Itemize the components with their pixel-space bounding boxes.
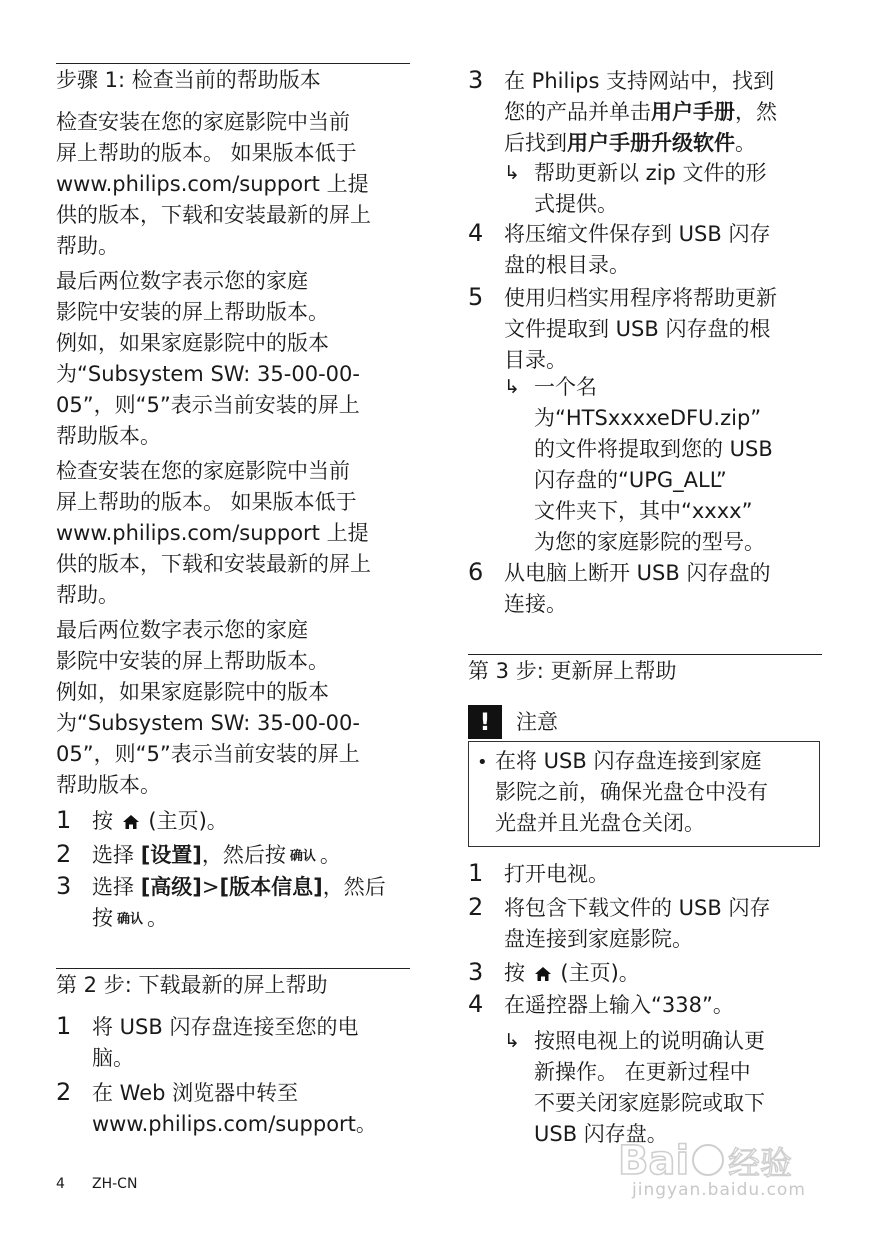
page-number: 4 — [56, 1176, 65, 1192]
section-heading-step3: 第 3 步: 更新屏上帮助 — [468, 654, 822, 685]
svg-text:Bai: Bai — [618, 1138, 690, 1184]
paragraph-check-version-2: 检查安装在您的家庭影院中当前 屏上帮助的版本。 如果版本低于 www.philips.com/support 上提 供的版本，下载和安装最新的屏上 帮助。 — [56, 459, 371, 607]
note-title: 注意 — [516, 710, 558, 734]
section-heading-step1: 步骤 1: 检查当前的帮助版本 — [56, 63, 410, 94]
result-arrow-icon: ↳ — [504, 376, 520, 398]
result-arrow-icon: ↳ — [504, 1030, 520, 1052]
manual-page: 步骤 1: 检查当前的帮助版本 检查安装在您的家庭影院中当前 屏上帮助的版本。 如果版本低于 www.philips.com/support 上提 供的版本，下载和安装最新的屏上 帮助。 最后两位数字表示您的家庭 影院中安装的屏上帮助版本。 例如，如果家庭影院中的版本 为“Subsystem SW: 35-00-00- 05”，则“5”表示当前安装的屏上 帮助版本。 检查安装在您的家庭影院中当前 屏上帮助的版本。 如果版本低于 www.philips.com/support 上提 供的版本，下载和安装最新的屏上 帮助。 最后两位数字表示您的家庭 影院中安装的屏上帮助版本。 例如，如果家庭影院中的版本 为“Subsystem SW: 35-00-00- 05”，则“5”表示当前安装的屏上 帮助版本。 1 按 (主页)。 2 选择 [设置]，然后按 确认 。 3 选择 [高级]>[版本信息]，然后 按确认 。 第 2 步: 下载最新的屏上帮助 1 将 USB 闪存盘连接至您的电 脑。 2 在 Web 浏览器中转至 www.philips.com/support。 3 在 Philips 支持网站中，找到 您的产品并单击用户手册，然 后找到用户手册升级软件。 ↳ 帮助更新以 zip 文件的形 式提供。 4 将压缩文件保存到 USB 闪存 盘的根目录。 5 使用归档实用程序将帮助更新 文件提取到 USB 闪存盘的根 目录。 ↳ 一个名 为“HTSxxxxeDFU.zip” 的文件将提取到您的 USB 闪存盘的“UPG_ALL” 文件夹下，其中“xxxx” 为您的家庭影院的型号。 6 从电脑上断开 USB 闪存盘的 连接。 第 3 步: 更新屏上帮助 ! 注意 • 在将 USB 闪存盘连接到家庭 影院之前，确保光盘仓中没有 光盘并且光盘仓关闭。 1 打开电视。 2 将包含下载文件的 USB 闪存 盘连接到家庭影院。 3 按 (主页)。 4 在遥控器上输入“338”。 ↳ 按照电视上的说明确认更 新操作。 在更新过程中 不要关闭家庭影院或取下 USB 闪存盘。 4 ZH-CN Bai 经验 jingyan.baidu.com — [0, 0, 877, 1240]
paragraph-check-version-1: 检查安装在您的家庭影院中当前 屏上帮助的版本。 如果版本低于 www.philips.com/support 上提 供的版本，下载和安装最新的屏上 帮助。 — [56, 110, 371, 258]
home-icon — [534, 966, 552, 982]
paragraph-version-digits-1: 最后两位数字表示您的家庭 影院中安装的屏上帮助版本。 例如，如果家庭影院中的版本 为“Subsystem SW: 35-00-00- 05”，则“5”表示当前安装的屏上 帮助版本。 — [56, 269, 360, 448]
warning-icon: ! — [468, 705, 502, 739]
confirm-key-label: 确认 — [289, 849, 316, 864]
section-heading-step2: 第 2 步: 下载最新的屏上帮助 — [56, 968, 410, 999]
paragraph-version-digits-2: 最后两位数字表示您的家庭 影院中安装的屏上帮助版本。 例如，如果家庭影院中的版本 为“Subsystem SW: 35-00-00- 05”，则“5”表示当前安装的屏上 帮助版本。 — [56, 618, 360, 797]
home-icon — [122, 814, 140, 830]
language-code: ZH-CN — [92, 1176, 138, 1192]
result-arrow-icon: ↳ — [504, 162, 520, 184]
svg-text:经验: 经验 — [728, 1144, 793, 1182]
watermark-url: jingyan.baidu.com — [632, 1180, 806, 1200]
confirm-key-label: 确认 — [117, 912, 144, 927]
bullet-icon: • — [477, 752, 488, 773]
note-box: • 在将 USB 闪存盘连接到家庭 影院之前，确保光盘仓中没有 光盘并且光盘仓关闭。 — [468, 741, 820, 847]
